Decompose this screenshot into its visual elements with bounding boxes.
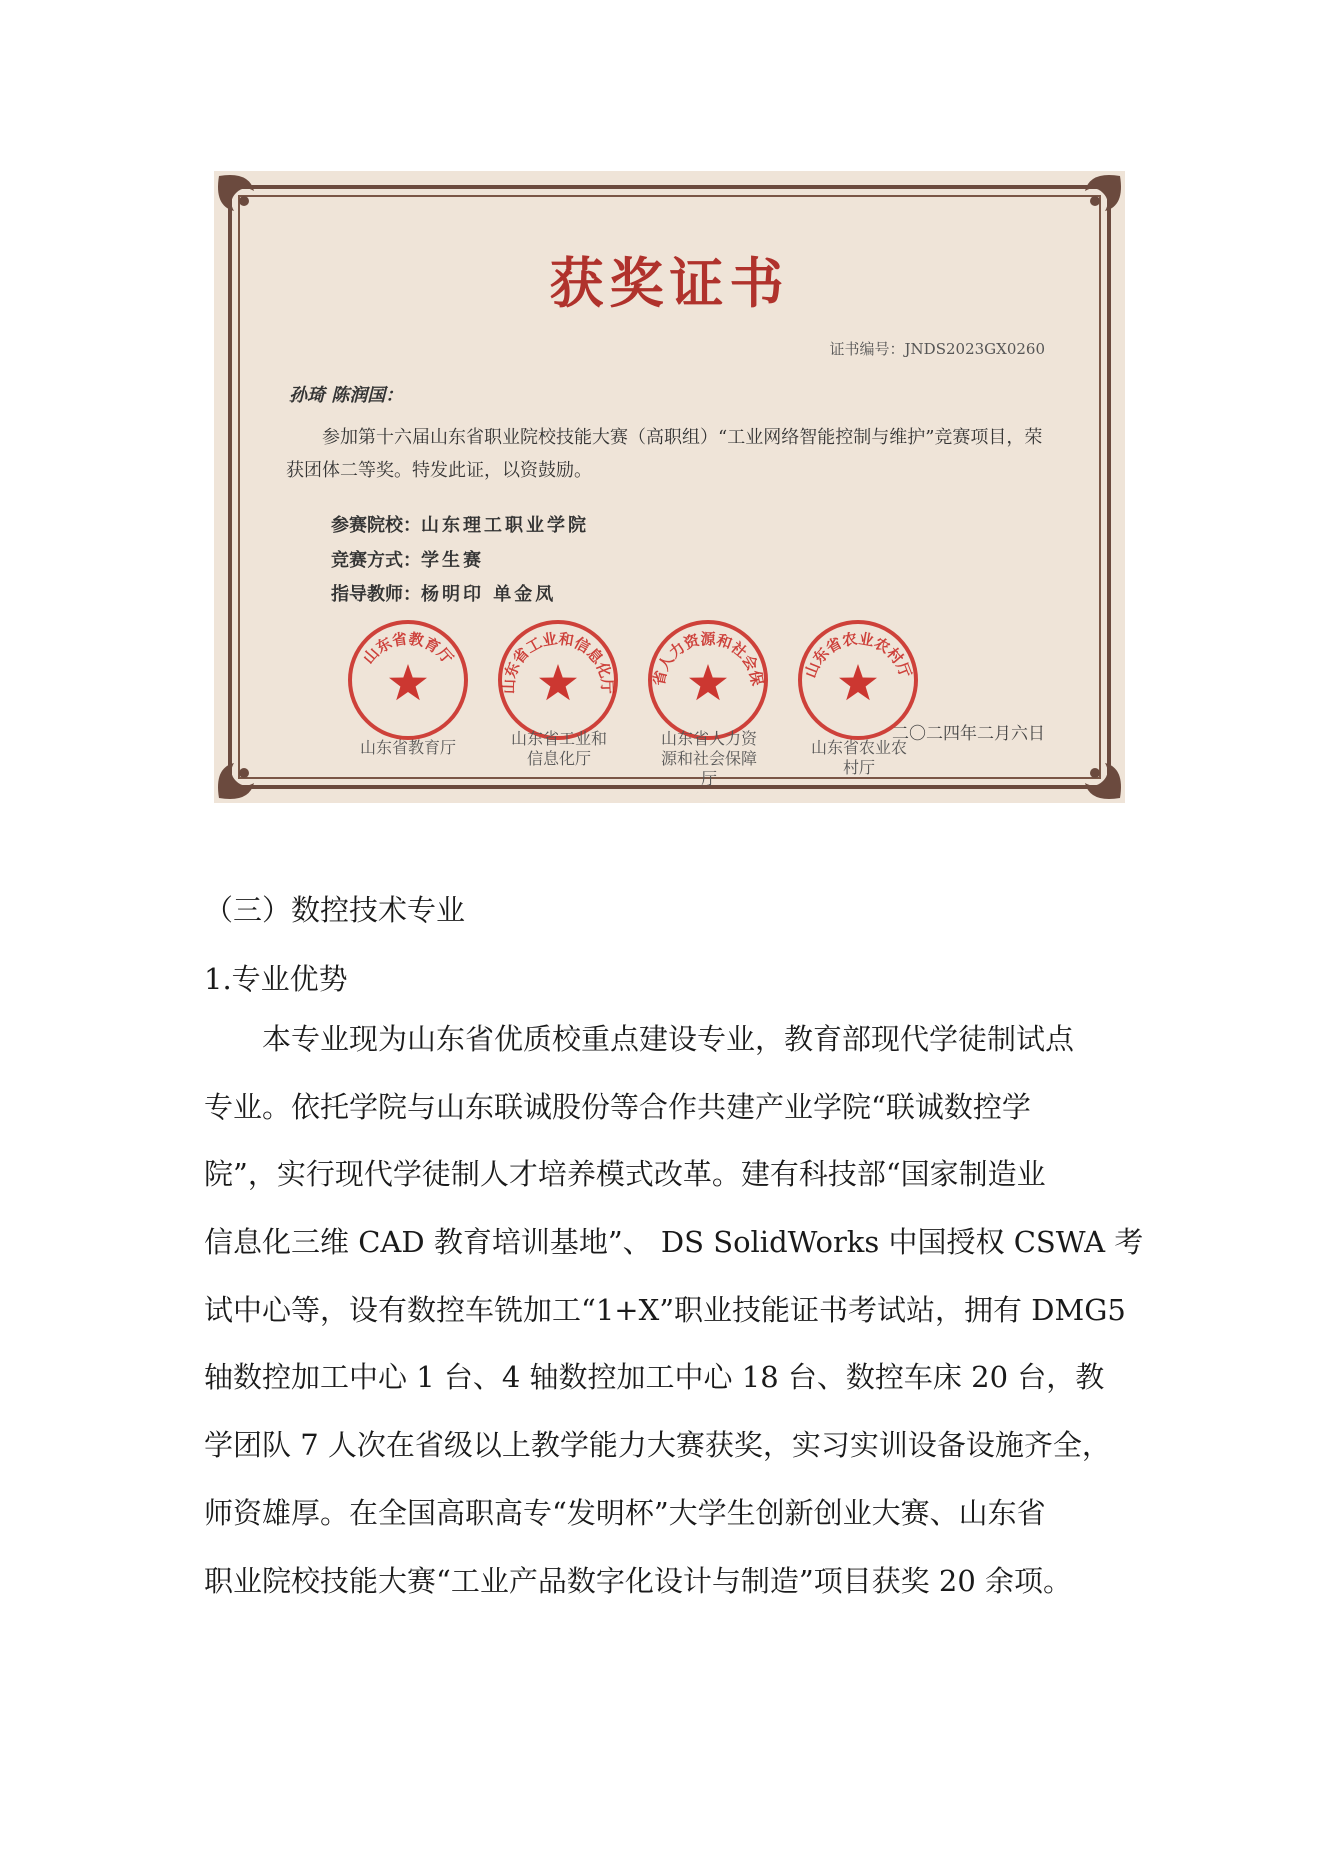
certificate-number: 证书编号：JNDS2023GX0260 xyxy=(829,340,1045,358)
seal-emblem-icon xyxy=(494,616,622,744)
certificate-row-teachers xyxy=(331,580,556,606)
row-value: 山东理工职业学院 xyxy=(421,515,589,536)
paragraph-line: 学团队 7 人次在省级以上教学能力大赛获奖，实习实训设备设施齐全， xyxy=(204,1428,1111,1463)
seal-issuer-label: 山东省工业和信息化厅 xyxy=(510,729,607,768)
seal-star-icon xyxy=(389,664,427,700)
certificate-title: 获奖证书 xyxy=(549,251,790,315)
paragraph-line: 轴数控加工中心 1 台、4 轴数控加工中心 18 台、数控车床 20 台，教 xyxy=(204,1360,1105,1395)
seal-ring-text: 山东省工业和信息化厅 xyxy=(499,629,617,695)
corner-ornament-icon xyxy=(214,171,284,241)
seal-ring-text: 山东省农业农村厅 xyxy=(801,629,915,681)
certificate-recipients: 孙琦 陈润国： xyxy=(289,385,404,406)
seal-emblem-icon xyxy=(644,616,772,744)
corner-ornament-icon xyxy=(1055,171,1125,241)
seal-issuer-label: 山东省农业农村厅 xyxy=(810,738,907,777)
award-certificate-image xyxy=(214,171,1125,803)
body-paragraph xyxy=(204,1006,1144,1615)
row-label: 指导教师： xyxy=(331,584,421,605)
seal-star-icon xyxy=(539,664,577,700)
seal-star-icon xyxy=(839,664,877,700)
subheading: 1.专业优势 xyxy=(204,962,348,996)
corner-ornament-icon xyxy=(214,733,284,803)
row-label: 竞赛方式： xyxy=(331,550,421,571)
certificate-row-school xyxy=(331,511,589,537)
official-seal xyxy=(344,616,472,744)
seal-ring-text: 山东省教育厅 xyxy=(359,629,457,668)
certificate-body: 参加第十六届山东省职业院校技能大赛（高职组）“工业网络智能控制与维护”竞赛项目，荣获团体二等奖。特发此证，以资鼓励。 xyxy=(286,427,1043,481)
paragraph-line: 试中心等，设有数控车铣加工“1+X”职业技能证书考试站，拥有 DMG5 xyxy=(204,1292,1126,1327)
official-seal xyxy=(644,616,772,744)
row-value: 学生赛 xyxy=(421,550,484,571)
seal-issuer-label: 山东省人力资源和社会保障厅 xyxy=(660,729,757,788)
certificate-date: 二〇二四年二月六日 xyxy=(892,724,1045,744)
seal-ring-text: 省人力资源和社会保 xyxy=(649,630,767,688)
paragraph-line: 本专业现为山东省优质校重点建设专业，教育部现代学徒制试点 xyxy=(262,1022,1075,1056)
paragraph-line: 师资雄厚。在全国高职高专“发明杯”大学生创新创业大赛、山东省 xyxy=(204,1495,1046,1530)
seal-issuer-label: 山东省教育厅 xyxy=(359,738,456,757)
certificate-row-mode xyxy=(331,546,484,572)
section-heading: （三）数控技术专业 xyxy=(204,893,466,927)
row-value: 杨明印 单金凤 xyxy=(421,584,557,605)
paragraph-line: 专业。依托学院与山东联诚股份等合作共建产业学院“联诚数控学 xyxy=(204,1089,1031,1124)
official-seal xyxy=(494,616,622,744)
paragraph-line: 信息化三维 CAD 教育培训基地”、 DS SolidWorks 中国授权 CSWA 考 xyxy=(204,1225,1144,1260)
seal-emblem-icon xyxy=(344,616,472,744)
paragraph-line: 院”，实行现代学徒制人才培养模式改革。建有科技部“国家制造业 xyxy=(204,1157,1046,1192)
seal-star-icon xyxy=(689,664,727,700)
row-label: 参赛院校： xyxy=(331,515,421,536)
paragraph-line: 职业院校技能大赛“工业产品数字化设计与制造”项目获奖 20 余项。 xyxy=(204,1563,1072,1598)
corner-ornament-icon xyxy=(1055,733,1125,803)
